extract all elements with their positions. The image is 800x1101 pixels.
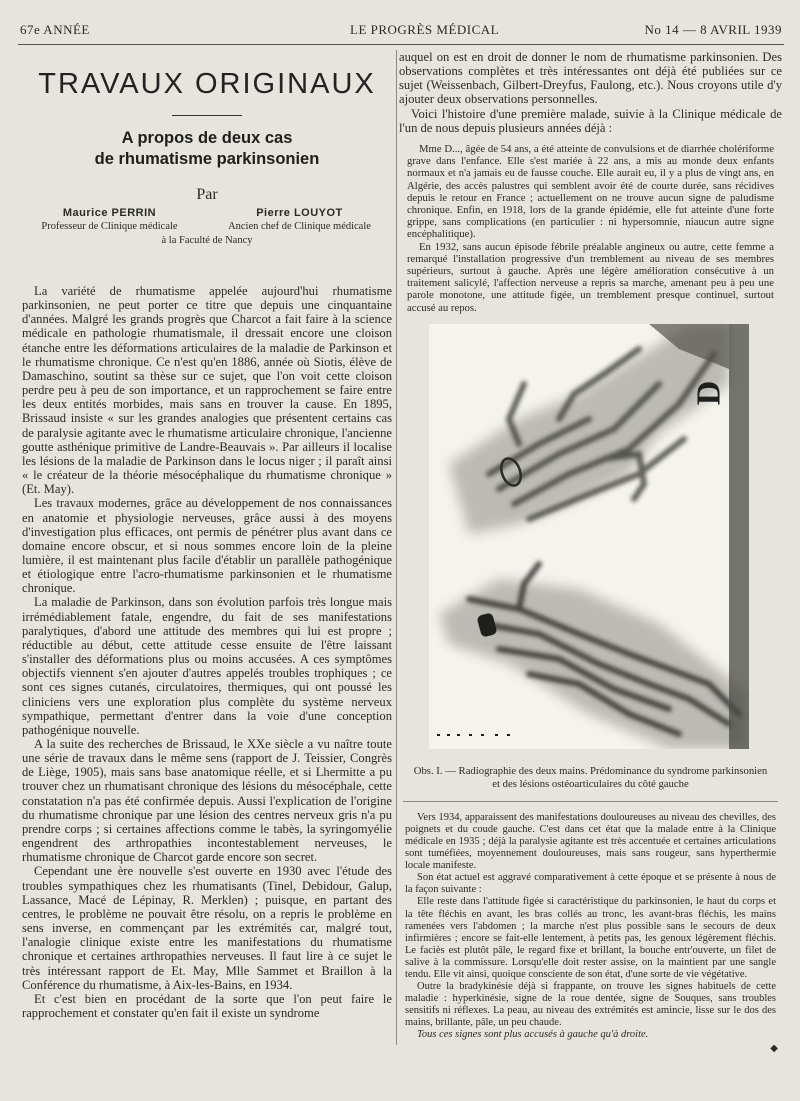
author-1-affiliation: Professeur de Clinique médicale — [41, 221, 178, 232]
caption-rule — [403, 801, 778, 802]
left-column — [22, 50, 392, 1020]
paragraph: Les travaux modernes, grâce au développement de nos connaissances en anatomie et physiologie nerveuses, grâce aussi à des moyens d'investigation plus efficaces, ont permis de pénétrer plus avant dans ce domaine encore obscur, et si nous sommes encore loin de la pleine lumière, il est maintenant plus facile d'établir un parallèle pathogénique et étiologique entre l'acro-rhumatisme parkinsonien et le rhumatisme chronique. — [22, 496, 392, 596]
column-divider — [396, 50, 397, 1045]
paragraph: La variété de rhumatisme appelée aujourd'hui rhumatisme parkinsonien, ne peut porter ce titre que depuis une cinquantaine d'années. Malgré les grands progrès que Charcot a fait faire à la science médicale en pathologie rhumatismale, il dressait encore une cloison étanche entre les déformations articulaires de la maladie de Parkinson et le rhumatisme chronique. Ce n'est qu'en 1886, année où Siotis, élève de Damaschino, soutint sa thèse sur ce sujet, que l'on voit cette cloison perdre peu à peu de son importance, et un rapprochement se faire entre les deux entités morbides, mais sans en trouver la cause. En 1895, Brissaud insiste « sur les grandes analogies que présentent certains cas de paralysie agitante avec le rhumatisme articulaire chronique, l'ancienne goutte asthénique primitive de Landre-Beauvais ». Par ailleurs il localise les lésions de la maladie de Parkinson dans le locus niger ; il paraît ainsi « le créateur de la théorie mésocéphalique du rhumatisme chronique » (Et. May). — [22, 284, 392, 497]
case-report-text — [399, 143, 782, 314]
paragraph: Vers 1934, apparaissent des manifestations douloureuses au niveau des chevilles, des poignets et du coude gauche. C'est dans cet état que la malade entre à la Clinique médicale en 1935 ; déjà la paralysie agitante est très accentuée et certaines articulations sont tuméfiées, moyennement douloureuses, mais sans rougeur, sans hyperthermie locale manifeste. — [405, 811, 776, 872]
paragraph: Elle reste dans l'attitude figée si caractéristique du parkinsonien, le haut du corps et la tête fléchis en avant, les bras collés au tronc, les avant-bras fléchis, les mains ramenées vers l'abdomen ; la marche n'est plus possible sans le secours de deux infirmières ; encore se fait-elle lentement, à petits pas, les genoux légèrement fléchis. Le faciès est plutôt pâle, le regard fixe et brillant, la bouche entr'ouverte, un filet de salive à la commissure. Lorsqu'elle doit rester assise, on la maintient par une sangle tendu. Elle vit ainsi, quoique consciente de son état, d'une sorte de vie végétative. — [405, 896, 776, 980]
paragraph: Son état actuel est aggravé comparativement à cette époque et se présente à nous de la façon suivante : — [405, 872, 776, 896]
section-title: TRAVAUX ORIGINAUX — [38, 68, 376, 100]
article-title-line-1: A propos de deux cas — [121, 129, 293, 147]
article-title-line-2: de rhumatisme parkinsonien — [94, 150, 320, 168]
paragraph: Cependant une ère nouvelle s'est ouverte en 1930 avec l'étude des troubles sympathiques chez les rhumatisants (Tinel, Debidour, Galup, Lassance, Macé de Lépinay, R. Merklen) ; puisque, en partant des centres, le problème ne pouvait être résolu, on a repris le problème en sens inverse, en commençant par les extrémités car, malgré tout, l'analogie clinique existe entre les manifestations du rhumatisme chronique et certaines arthropathies nerveuses. Il faut lire à ce sujet le très intéressant rapport de Et. May, Mlle Sammet et Braillon à la Conférence du rhumatisme, à Aix-les-Bains, en 1934. — [22, 864, 392, 992]
case-continuation-text — [399, 812, 782, 1042]
paragraph: A la suite des recherches de Brissaud, le XXe siècle a vu naître toute une série de travaux dans le même sens (rapport de J. Teissier, Congrès de Liège, 1905), mais sans base anatomique réelle, et si Lhermitte a pu trouver chez un rhumatisant chronique des lésions du mésocéphale, cette constatation n'a pas été confirmée depuis. Aussi l'explication de l'origine du rhumatisme chronique par une lésion des centres nerveux gris n'a pu prendre corps ; si certaines affections comme le tabès, la syringomyélie engendrent des arthropathies incontestablement nerveuses, le rhumatisme chronique de Charcot garde encore son secret. — [22, 737, 392, 865]
paragraph: Voici l'histoire d'une première malade, suivie à la Clinique médicale de l'un de nous depuis plusieurs années déjà : — [399, 106, 782, 135]
author-1-name: Maurice PERRIN — [62, 207, 157, 219]
shared-affiliation: à la Faculté de Nancy — [161, 235, 253, 246]
running-header — [20, 22, 782, 40]
article-title — [22, 128, 392, 170]
header-year: 67e ANNÉE — [20, 22, 90, 37]
paragraph: La maladie de Parkinson, dans son évolution parfois très longue mais irrémédiablement fatale, engendre, du fait de ses manifestations paralytiques, d'abord une attitude des membres qui lui est propre ; réductible au début, cette attitude cesse ensuite de l'être laissant s'installer des déformations plus ou moins accusées. A ces symptômes objectifs viennent s'en ajouter d'autres appelés troubles trophiques ; ce sont ces signes cutanés, circulatoires, thermiques, qui ont poussé les cliniciens vers une exploration plus complète du système nerveux sympathique, permettant d'entrer dans la voie d'une conception pathogénique nouvelle. — [22, 595, 392, 737]
author-2-affiliation: Ancien chef de Clinique médicale — [228, 221, 371, 232]
header-issue-date: No 14 — 8 AVRIL 1939 — [644, 22, 782, 37]
figure-caption: Obs. I. — Radiographie des deux mains. Prédominance du syndrome parkinsonien et des lésions ostéoarticulaires du côté gauche — [413, 764, 768, 790]
byline-par: Par — [196, 186, 218, 203]
xray-figure — [429, 324, 749, 749]
paragraph: auquel on est en droit de donner le nom de rhumatisme parkinsonien. Des observations complètes et très intéressantes ont déjà été publiées sur ce sujet (Weissenbach, Gilbert-Dreyfus, Faulong, etc.). Nous croyons utile d'y ajouter deux observations personnelles. — [399, 50, 782, 107]
paragraph: En 1932, sans aucun épisode fébrile préalable angineux ou autre, cette femme a remarqué l'installation progressive d'un tremblement au niveau de ses membres supérieurs, surtout à gauche. Après une légère amélioration consécutive à un traitement salicylé, l'affection nerveuse a repris sa marche, amenant peu à peu une parole monotone, une attitude figée, un tremblement presque continuel, surtout accusé au repos. — [407, 240, 774, 314]
end-mark: ◆ — [770, 1043, 778, 1054]
author-2 — [207, 206, 392, 234]
author-2-name: Pierre LOUYOT — [256, 207, 343, 219]
paragraph: Mme D..., âgée de 54 ans, a été atteinte de convulsions et de diarrhée cholériforme grave dans l'enfance. Elle s'est mariée à 22 ans, a mis au monde deux enfants normaux et n'a jamais eu de fausse couche. Elle aurait eu, il y a plus de vingt ans, en Algérie, des accès palustres qui semblent avoir été de courte durée, sans récidives depuis le retour en France ; actuellement on ne trouve aucun signe de paludisme chronique. Enfin, en 1918, lors de la grande épidémie, elle fut atteinte d'une forte grippe, sans complications (en particulier : ni hypersomnie, niaucun autre signe encéphalitique). — [407, 142, 774, 241]
paragraph: Et c'est bien en procédant de la sorte que l'on peut faire le rapprochement et constater qu'en fait il existe un syndrome — [22, 991, 392, 1020]
closing-italic-sentence: Tous ces signes sont plus accusés à gauche qu'à droite. — [417, 1029, 649, 1041]
header-journal-title: LE PROGRÈS MÉDICAL — [350, 22, 500, 37]
header-rule — [18, 44, 784, 45]
left-body-text — [22, 284, 392, 1020]
right-intro-text — [399, 50, 782, 135]
author-1 — [22, 206, 253, 246]
figure-label: D — [690, 380, 728, 406]
right-column — [399, 50, 782, 1042]
title-rule — [172, 115, 242, 116]
authors-block — [22, 206, 392, 266]
paragraph: Outre la bradykinésie déjà si frappante, on trouve les signes habituels de cette maladie : hyperkinésie, signe de la roue dentée, signe de Souques, sans troubles sensitifs ni réflexes. La peau, au niveau des extrémités est amincie, lisse sur le dos des mains, brillante, pâle, un peu chaude. — [405, 981, 776, 1029]
